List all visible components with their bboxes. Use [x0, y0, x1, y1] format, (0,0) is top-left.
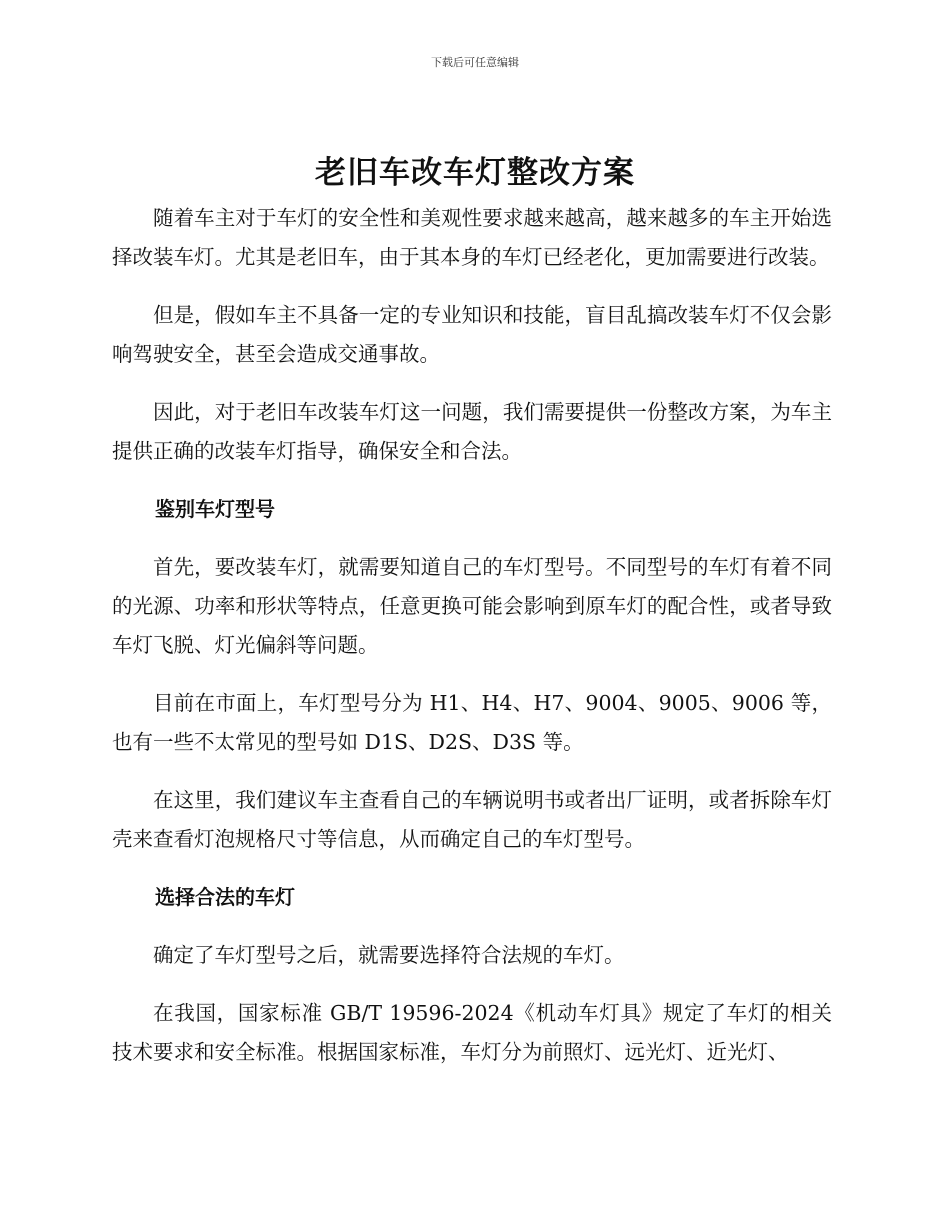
document-title: 老旧车改车灯整改方案	[315, 155, 635, 191]
paragraph-model-list: 目前在市面上，车灯型号分为 H1、H4、H7、9004、9005、9006 等，也有一些不太常见的型号如 D1S、D2S、D3S 等。	[112, 691, 832, 754]
paragraph-know-model: 首先，要改装车灯，就需要知道自己的车灯型号。不同型号的车灯有着不同的光源、功率和形状等特点，任意更换可能会影响到原车灯的配合性，或者导致车灯飞脱、灯光偏斜等问题。	[112, 555, 832, 657]
section-heading-identify-model: 鉴别车灯型号	[155, 497, 275, 521]
paragraph-purpose: 因此，对于老旧车改装车灯这一问题，我们需要提供一份整改方案，为车主提供正确的改装车灯指导，确保安全和合法。	[112, 400, 832, 463]
section-heading-legal-lights: 选择合法的车灯	[155, 885, 295, 909]
paragraph-intro: 随着车主对于车灯的安全性和美观性要求越来越高，越来越多的车主开始选择改装车灯。尤其是老旧车，由于其本身的车灯已经老化，更加需要进行改装。	[112, 206, 832, 269]
paragraph-check-manual: 在这里，我们建议车主查看自己的车辆说明书或者出厂证明，或者拆除车灯壳来查看灯泡规格尺寸等信息，从而确定自己的车灯型号。	[112, 788, 832, 851]
paragraph-national-standard: 在我国，国家标准 GB/T 19596-2024《机动车灯具》规定了车灯的相关技术要求和安全标准。根据国家标准，车灯分为前照灯、远光灯、近光灯、	[112, 1001, 832, 1064]
document-body	[112, 199, 832, 1091]
paragraph-choose-legal: 确定了车灯型号之后，就需要选择符合法规的车灯。	[153, 943, 625, 967]
running-header: 下载后可任意编辑	[431, 56, 519, 69]
paragraph-risk: 但是，假如车主不具备一定的专业知识和技能，盲目乱搞改装车灯不仅会影响驾驶安全，甚至会造成交通事故。	[112, 303, 832, 366]
